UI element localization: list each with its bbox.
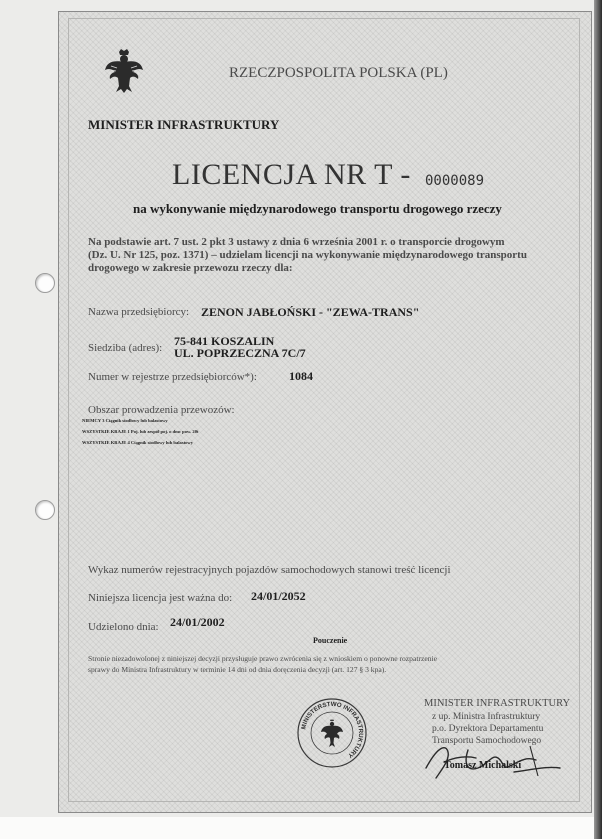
valid-until-date: 24/01/2052: [251, 589, 306, 603]
scan-bottom-margin: [0, 817, 602, 839]
scan-shadow-edge: [594, 0, 602, 839]
legal-basis-line-1: Na podstawie art. 7 ust. 2 pkt 3 ustawy z dnia 6 września 2001 r. o transporcie drogowym: [88, 236, 505, 248]
registry-number-label: Numer w rejestrze przedsiębiorców*):: [88, 371, 257, 383]
signatory-title: MINISTER INFRASTRUKTURY: [424, 698, 571, 709]
polish-eagle-emblem-icon: [103, 48, 145, 94]
signatory-position: p.o. Dyrektora Departamentu: [432, 724, 544, 734]
ministry-seal-icon: [296, 697, 368, 769]
transport-area-item: WSZYSTKIE KRAJE 1 Poj. lub zespół poj. o dmc pow. 20t: [82, 429, 199, 434]
instruction-heading: Pouczenie: [313, 636, 348, 645]
transport-area-label: Obszar prowadzenia przewozów:: [88, 404, 235, 416]
license-title: LICENCJA NR T -: [172, 158, 411, 191]
company-name-value: ZENON JABŁOŃSKI - "ZEWA-TRANS": [201, 305, 420, 319]
license-subtitle: na wykonywanie międzynarodowego transportu drogowego rzeczy: [133, 201, 502, 216]
company-address-label: Siedziba (adres):: [88, 342, 163, 354]
registry-number-value: 1084: [289, 369, 313, 383]
issued-on-label: Udzielono dnia:: [88, 621, 159, 633]
company-address-line-1: 75-841 KOSZALIN: [174, 334, 275, 348]
punch-hole-bottom: [35, 500, 55, 520]
company-name-label: Nazwa przedsiębiorcy:: [88, 306, 190, 318]
legal-basis-line-3: drogowego w zakresie przewozu rzeczy dla:: [88, 262, 293, 274]
transport-area-item: NIEMCY 3 Ciągnik siodłowy lub balastowy: [82, 418, 168, 423]
instruction-line-1: Stronie niezadowolonej z niniejszej decyzji przysługuje prawo zwrócenia się z wnioskiem o ponowne rozpatrzenie: [88, 654, 437, 663]
punch-hole-top: [35, 273, 55, 293]
signatory-authority: z up. Ministra Infrastruktury: [432, 712, 541, 722]
license-number: 0000089: [425, 173, 485, 189]
issued-on-date: 24/01/2002: [170, 615, 225, 629]
transport-area-item: WSZYSTKIE KRAJE 4 Ciągnik siodłowy lub balastowy: [82, 440, 194, 445]
instruction-line-2: sprawy do Ministra Infrastruktury w terminie 14 dni od dnia doręczenia decyzji (art. 127 § 3 kpa).: [88, 665, 387, 674]
legal-basis-line-2: (Dz. U. Nr 125, poz. 1371) – udzielam licencji na wykonywanie międzynarodowego transportu: [88, 249, 527, 261]
country-heading: RZECZPOSPOLITA POLSKA (PL): [229, 65, 448, 81]
company-address-line-2: UL. POPRZECZNA 7C/7: [174, 346, 306, 360]
signatory-name: Tomasz Michalski: [444, 760, 522, 771]
vehicle-registration-note: Wykaz numerów rejestracyjnych pojazdów samochodowych stanowi treść licencji: [88, 564, 451, 576]
ministry-heading: MINISTER INFRASTRUKTURY: [88, 117, 280, 132]
valid-until-label: Niniejsza licencja jest ważna do:: [88, 592, 233, 604]
seal-text: MINISTERSTWO INFRASTRUKTURY: [300, 700, 365, 759]
signatory-department: Transportu Samochodowego: [432, 736, 542, 746]
